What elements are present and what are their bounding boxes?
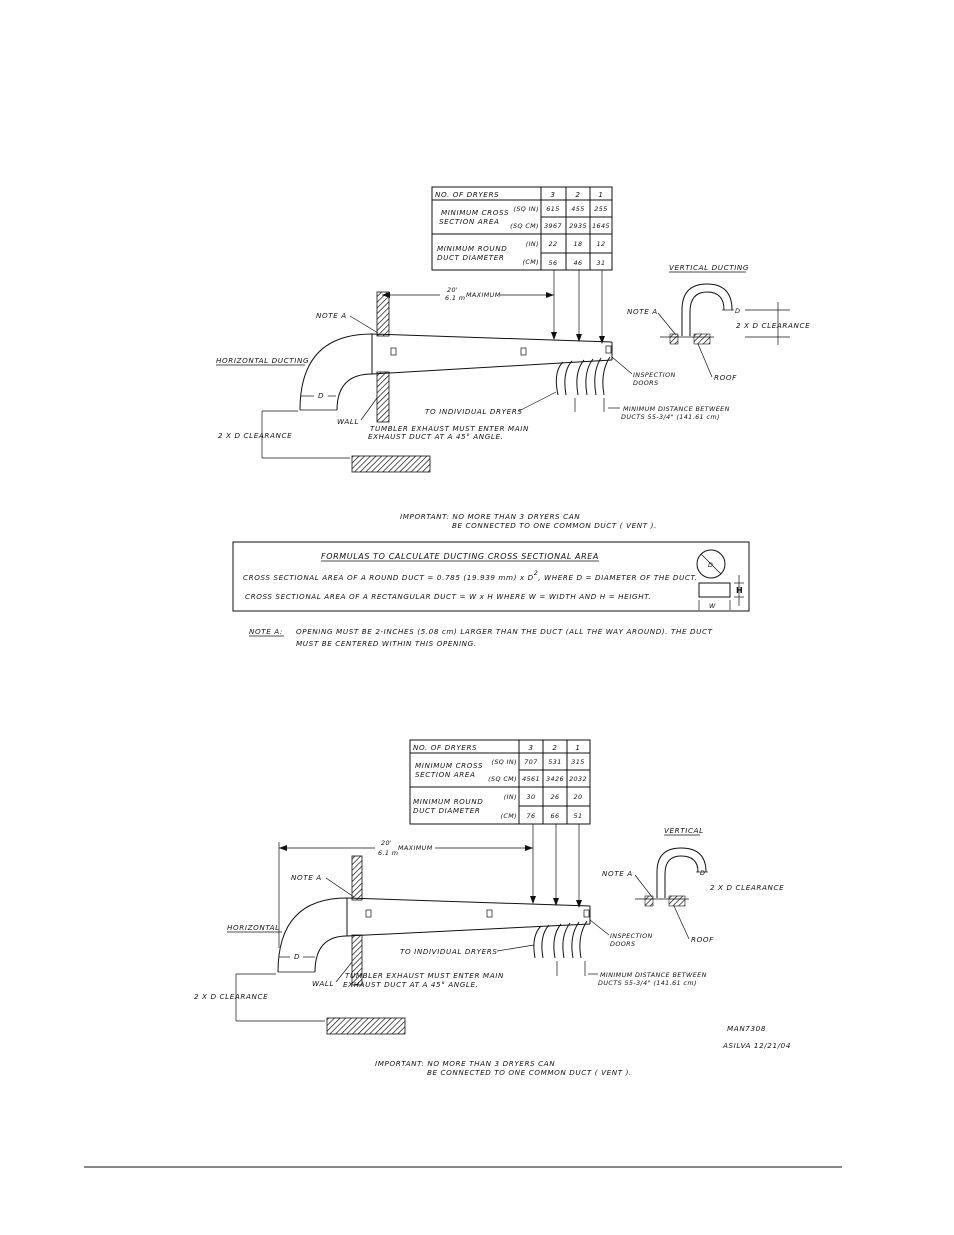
note-a-label: NOTE A [627,307,658,316]
inspection-label: DOORS [633,379,659,387]
floor-block [327,1018,405,1034]
area-label: MINIMUM CROSS [441,208,510,217]
important-note: IMPORTANT: NO MORE THAN 3 DRYERS CAN [375,1059,556,1068]
vertical-label: VERTICAL [664,826,704,835]
dryer-count: 3 [550,190,556,199]
wall-label: WALL [312,979,335,988]
inspection-door [487,910,492,917]
dryer-table-2 [410,740,590,824]
inspection-label: INSPECTION [633,371,676,379]
diameter-label: MINIMUM ROUND [413,797,484,806]
dryer-branches-2 [534,921,587,976]
wall-label: WALL [337,417,360,426]
max-dimension-1 [382,286,554,302]
inspection-label: INSPECTION [610,932,653,940]
inspection-door [391,348,396,355]
area-label: SECTION AREA [439,217,500,226]
note-a-label: NOTE A [602,869,633,878]
clearance-label: 2 X D CLEARANCE [218,431,293,440]
diameter-label: DUCT DIAMETER [437,253,505,262]
min-distance-label: DUCTS 55-3/4" (141.61 cm) [598,979,697,987]
table-cell: 31 [596,259,606,267]
table-cell: 4561 [522,775,540,783]
max-feet: 20' [447,286,459,294]
unit-label: (IN) [503,793,517,801]
diagram-1 [216,187,810,530]
dryer-count: 3 [528,743,534,752]
table-cell: 76 [526,812,536,820]
table-cell: 615 [546,205,560,213]
table-header-label: NO. OF DRYERS [435,190,500,199]
table-cell: 46 [573,259,583,267]
table-cell: 315 [571,758,585,766]
table-cell: 12 [596,240,606,248]
table-cell: 20 [573,793,583,801]
min-distance-label: MINIMUM DISTANCE BETWEEN [623,405,730,413]
table-cell: 3967 [544,222,562,230]
roof-label: ROOF [691,935,714,944]
max-dimension-2 [279,838,533,948]
max-meters: 6.1 m [378,849,399,857]
table-header-label: NO. OF DRYERS [413,743,478,752]
max-feet: 20' [381,839,393,847]
max-label: MAXIMUM [398,844,433,852]
unit-label: (IN) [525,240,539,248]
dryer-count: 1 [598,190,604,199]
table-cell: 3426 [546,775,564,783]
important-note: IMPORTANT: NO MORE THAN 3 DRYERS CAN [400,512,581,521]
h-label: H [736,586,744,595]
vertical-label: VERTICAL DUCTING [669,263,750,272]
unit-label: (CM) [500,812,517,820]
dryer-count: 2 [575,190,581,199]
drawing-id: MAN7308 [727,1024,766,1033]
table-cell: 26 [550,793,560,801]
drawing-author: ASILVA 12/21/04 [723,1041,791,1050]
floor-block [352,456,430,472]
table-cell: 22 [548,240,558,248]
to-dryers-label: TO INDIVIDUAL DRYERS [425,407,523,416]
main-duct-1 [300,334,612,410]
dryer-count: 1 [575,743,581,752]
d-label: D [318,391,325,400]
horizontal-label: HORIZONTAL DUCTING [216,356,310,365]
note-a-label: NOTE A [316,311,347,320]
unit-label: (SQ CM) [488,775,517,783]
inspection-door [366,910,371,917]
diameter-label: DUCT DIAMETER [413,806,481,815]
unit-label: (SQ CM) [510,222,539,230]
formulas-title: FORMULAS TO CALCULATE DUCTING CROSS SECTIONAL AREA [321,552,599,561]
table-cell: 1645 [592,222,610,230]
important-note: BE CONNECTED TO ONE COMMON DUCT ( VENT ). [452,521,657,530]
inspection-door [606,346,611,353]
inspection-label: DOORS [610,940,636,948]
d-label: D [735,307,741,315]
rect-duct-icon [699,583,730,597]
table-cell: 18 [573,240,583,248]
to-dryers-label: TO INDIVIDUAL DRYERS [400,947,498,956]
round-formula: CROSS SECTIONAL AREA OF A ROUND DUCT = 0.785 (19.939 mm) x D2, WHERE D = DIAMETER OF THE DUCT. [243,569,698,582]
tumbler-note: TUMBLER EXHAUST MUST ENTER MAIN [345,971,504,980]
d-label: D [708,561,714,569]
table-cell: 66 [550,812,560,820]
unit-label: (SQ IN) [513,205,539,213]
horizontal-label: HORIZONTAL [227,923,280,932]
rect-formula: CROSS SECTIONAL AREA OF A RECTANGULAR DUCT = W x H WHERE W = WIDTH AND H = HEIGHT. [245,592,652,601]
clearance-label: 2 X D CLEARANCE [710,883,785,892]
area-label: MINIMUM CROSS [415,761,484,770]
wall-upper [377,292,389,336]
table-cell: 56 [548,259,558,267]
d-label: D [294,952,301,961]
note-a-paragraph [249,627,713,648]
clearance-label: 2 X D CLEARANCE [194,992,269,1001]
tumbler-note: TUMBLER EXHAUST MUST ENTER MAIN [370,424,529,433]
table-arrows-2 [530,824,582,908]
clearance-label: 2 X D CLEARANCE [736,321,811,330]
note-a-tag: NOTE A: [249,627,283,636]
vertical-ducting-1 [627,263,810,382]
note-a-label: NOTE A [291,873,322,882]
inspection-door [584,910,589,917]
note-a-line: OPENING MUST BE 2-INCHES (5.08 cm) LARGER THAN THE DUCT (ALL THE WAY AROUND). THE DUCT [296,627,713,636]
inspection-door [521,348,526,355]
tumbler-note: EXHAUST DUCT AT A 45° ANGLE. [368,432,504,441]
table-cell: 531 [548,758,562,766]
d-label: D [700,869,706,877]
table-cell: 30 [526,793,536,801]
table-arrows-1 [551,270,605,344]
w-label: W [709,602,716,610]
table-cell: 707 [524,758,538,766]
dryer-branches-1 [556,357,610,412]
unit-label: (SQ IN) [491,758,517,766]
diagram-2 [194,740,791,1077]
vertical-ducting-2 [602,826,784,944]
dryer-table-1 [432,187,612,270]
min-distance-label: DUCTS 55-3/4" (141.61 cm) [621,413,720,421]
min-distance-label: MINIMUM DISTANCE BETWEEN [600,971,707,979]
dryer-count: 2 [552,743,558,752]
important-note: BE CONNECTED TO ONE COMMON DUCT ( VENT ). [427,1068,632,1077]
table-cell: 255 [594,205,608,213]
wall-upper [352,856,362,900]
tumbler-note: EXHAUST DUCT AT A 45° ANGLE. [343,980,479,989]
max-meters: 6.1 m [445,294,466,302]
diameter-label: MINIMUM ROUND [437,244,508,253]
max-label: MAXIMUM [466,291,501,299]
table-cell: 2032 [569,775,587,783]
roof-label: ROOF [714,373,737,382]
wall-lower [377,372,389,422]
formulas-box [233,542,749,611]
table-cell: 2935 [569,222,587,230]
unit-label: (CM) [522,258,539,266]
table-cell: 455 [571,205,585,213]
table-cell: 51 [573,812,583,820]
note-a-line: MUST BE CENTERED WITHIN THIS OPENING. [296,639,477,648]
area-label: SECTION AREA [415,770,476,779]
